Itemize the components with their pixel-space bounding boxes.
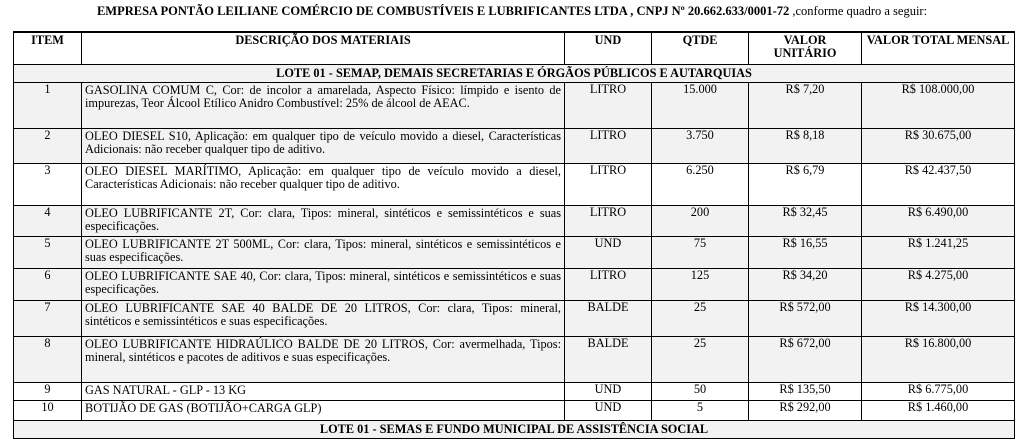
document-heading [0,4,1024,19]
item-unit: LITRO [565,164,652,206]
item-number: 6 [14,269,82,301]
table-row [14,383,1015,401]
item-quantity: 25 [652,337,749,383]
item-description: OLEO LUBRIFICANTE SAE 40 BALDE DE 20 LITROS, Cor: clara, Tipos: mineral, sintéticos e semissintéticos e suas especificações. [82,301,565,337]
item-unit-value: R$ 32,45 [749,206,862,237]
item-description: BOTIJÃO DE GAS (BOTIJÃO+CARGA GLP) [82,401,565,421]
item-description: OLEO LUBRIFICANTE SAE 40, Cor: clara, Tipos: mineral, sintéticos e semissintéticos e suas especificações. [82,269,565,301]
item-unit: BALDE [565,337,652,383]
item-number: 9 [14,383,82,401]
item-number: 4 [14,206,82,237]
item-total-value: R$ 1.460,00 [862,401,1015,421]
col-header-description: DESCRIÇÃO DOS MATERIAIS [82,32,565,65]
item-unit-value: R$ 34,20 [749,269,862,301]
table-row [14,337,1015,383]
item-quantity: 25 [652,301,749,337]
item-unit: LITRO [565,129,652,164]
item-total-value: R$ 16.800,00 [862,337,1015,383]
item-number: 10 [14,401,82,421]
col-header-total-value: VALOR TOTAL MENSAL [862,32,1015,65]
item-quantity: 75 [652,237,749,269]
item-unit: UND [565,237,652,269]
item-quantity: 3.750 [652,129,749,164]
col-header-qtde: QTDE [652,32,749,65]
item-number: 7 [14,301,82,337]
item-quantity: 200 [652,206,749,237]
item-number: 8 [14,337,82,383]
item-unit: LITRO [565,269,652,301]
item-unit: LITRO [565,206,652,237]
item-total-value: R$ 6.490,00 [862,206,1015,237]
next-lot-title: LOTE 01 - SEMAS E FUNDO MUNICIPAL DE ASSISTÊNCIA SOCIAL [14,421,1015,439]
item-total-value: R$ 108.000,00 [862,83,1015,129]
item-description: OLEO LUBRIFICANTE 2T, Cor: clara, Tipos: mineral, sintéticos e semissintéticos e suas especificações. [82,206,565,237]
item-total-value: R$ 1.241,25 [862,237,1015,269]
item-unit-value: R$ 8,18 [749,129,862,164]
item-number: 3 [14,164,82,206]
table-row [14,301,1015,337]
item-quantity: 125 [652,269,749,301]
table-row [14,237,1015,269]
lot-title-row [14,65,1015,83]
table-header-row [14,32,1015,65]
table-row [14,269,1015,301]
next-lot-title-row [14,421,1015,439]
item-unit-value: R$ 672,00 [749,337,862,383]
item-unit: UND [565,383,652,401]
table-row [14,129,1015,164]
table-row [14,401,1015,421]
item-number: 1 [14,83,82,129]
item-unit: UND [565,401,652,421]
item-description: OLEO DIESEL MARÍTIMO, Aplicação: em qualquer tipo de veículo movido a diesel, Características Adicionais: não receber qualquer tipo de aditivo. [82,164,565,206]
item-unit: BALDE [565,301,652,337]
item-description: OLEO LUBRIFICANTE HIDRAÚLICO BALDE DE 20 LITROS, Cor: avermelhada, Tipos: mineral, sintéticos e pacotes de aditivos e suas especificações. [82,337,565,383]
table-row [14,83,1015,129]
item-quantity: 6.250 [652,164,749,206]
item-description: GASOLINA COMUM C, Cor: de incolor a amarelada, Aspecto Físico: límpido e isento de impurezas, Teor Álcool Etílico Anidro Combustível: 25% de álcool de AEAC. [82,83,565,129]
item-quantity: 50 [652,383,749,401]
company-name: EMPRESA PONTÃO LEILIANE COMÉRCIO DE COMBUSTÍVEIS E LUBRIFICANTES LTDA , CNPJ Nº 20.662.633/0001-72 [96,4,790,18]
item-unit-value: R$ 7,20 [749,83,862,129]
item-unit-value: R$ 135,50 [749,383,862,401]
item-unit-value: R$ 16,55 [749,237,862,269]
lot-title: LOTE 01 - SEMAP, DEMAIS SECRETARIAS E ÓRGÃOS PÚBLICOS E AUTARQUIAS [14,65,1015,83]
table-row [14,164,1015,206]
item-unit-value: R$ 572,00 [749,301,862,337]
item-description: GAS NATURAL - GLP - 13 KG [82,383,565,401]
item-number: 2 [14,129,82,164]
table-row [14,206,1015,237]
item-unit-value: R$ 292,00 [749,401,862,421]
col-header-und: UND [565,32,652,65]
item-total-value: R$ 42.437,50 [862,164,1015,206]
item-number: 5 [14,237,82,269]
item-quantity: 5 [652,401,749,421]
item-description: OLEO DIESEL S10, Aplicação: em qualquer tipo de veículo movido a diesel, Características Adicionais: não receber qualquer tipo de aditivo. [82,129,565,164]
item-quantity: 15.000 [652,83,749,129]
item-unit-value: R$ 6,79 [749,164,862,206]
item-total-value: R$ 14.300,00 [862,301,1015,337]
materials-table [13,31,1015,439]
col-header-unit-value: VALOR UNITÁRIO [749,32,862,65]
item-total-value: R$ 4.275,00 [862,269,1015,301]
item-total-value: R$ 6.775,00 [862,383,1015,401]
item-description: OLEO LUBRIFICANTE 2T 500ML, Cor: clara, Tipos: mineral, sintéticos e semissintéticos e suas especificações. [82,237,565,269]
heading-suffix: ,conforme quadro a seguir: [789,4,928,18]
col-header-item: ITEM [14,32,82,65]
item-unit: LITRO [565,83,652,129]
item-total-value: R$ 30.675,00 [862,129,1015,164]
